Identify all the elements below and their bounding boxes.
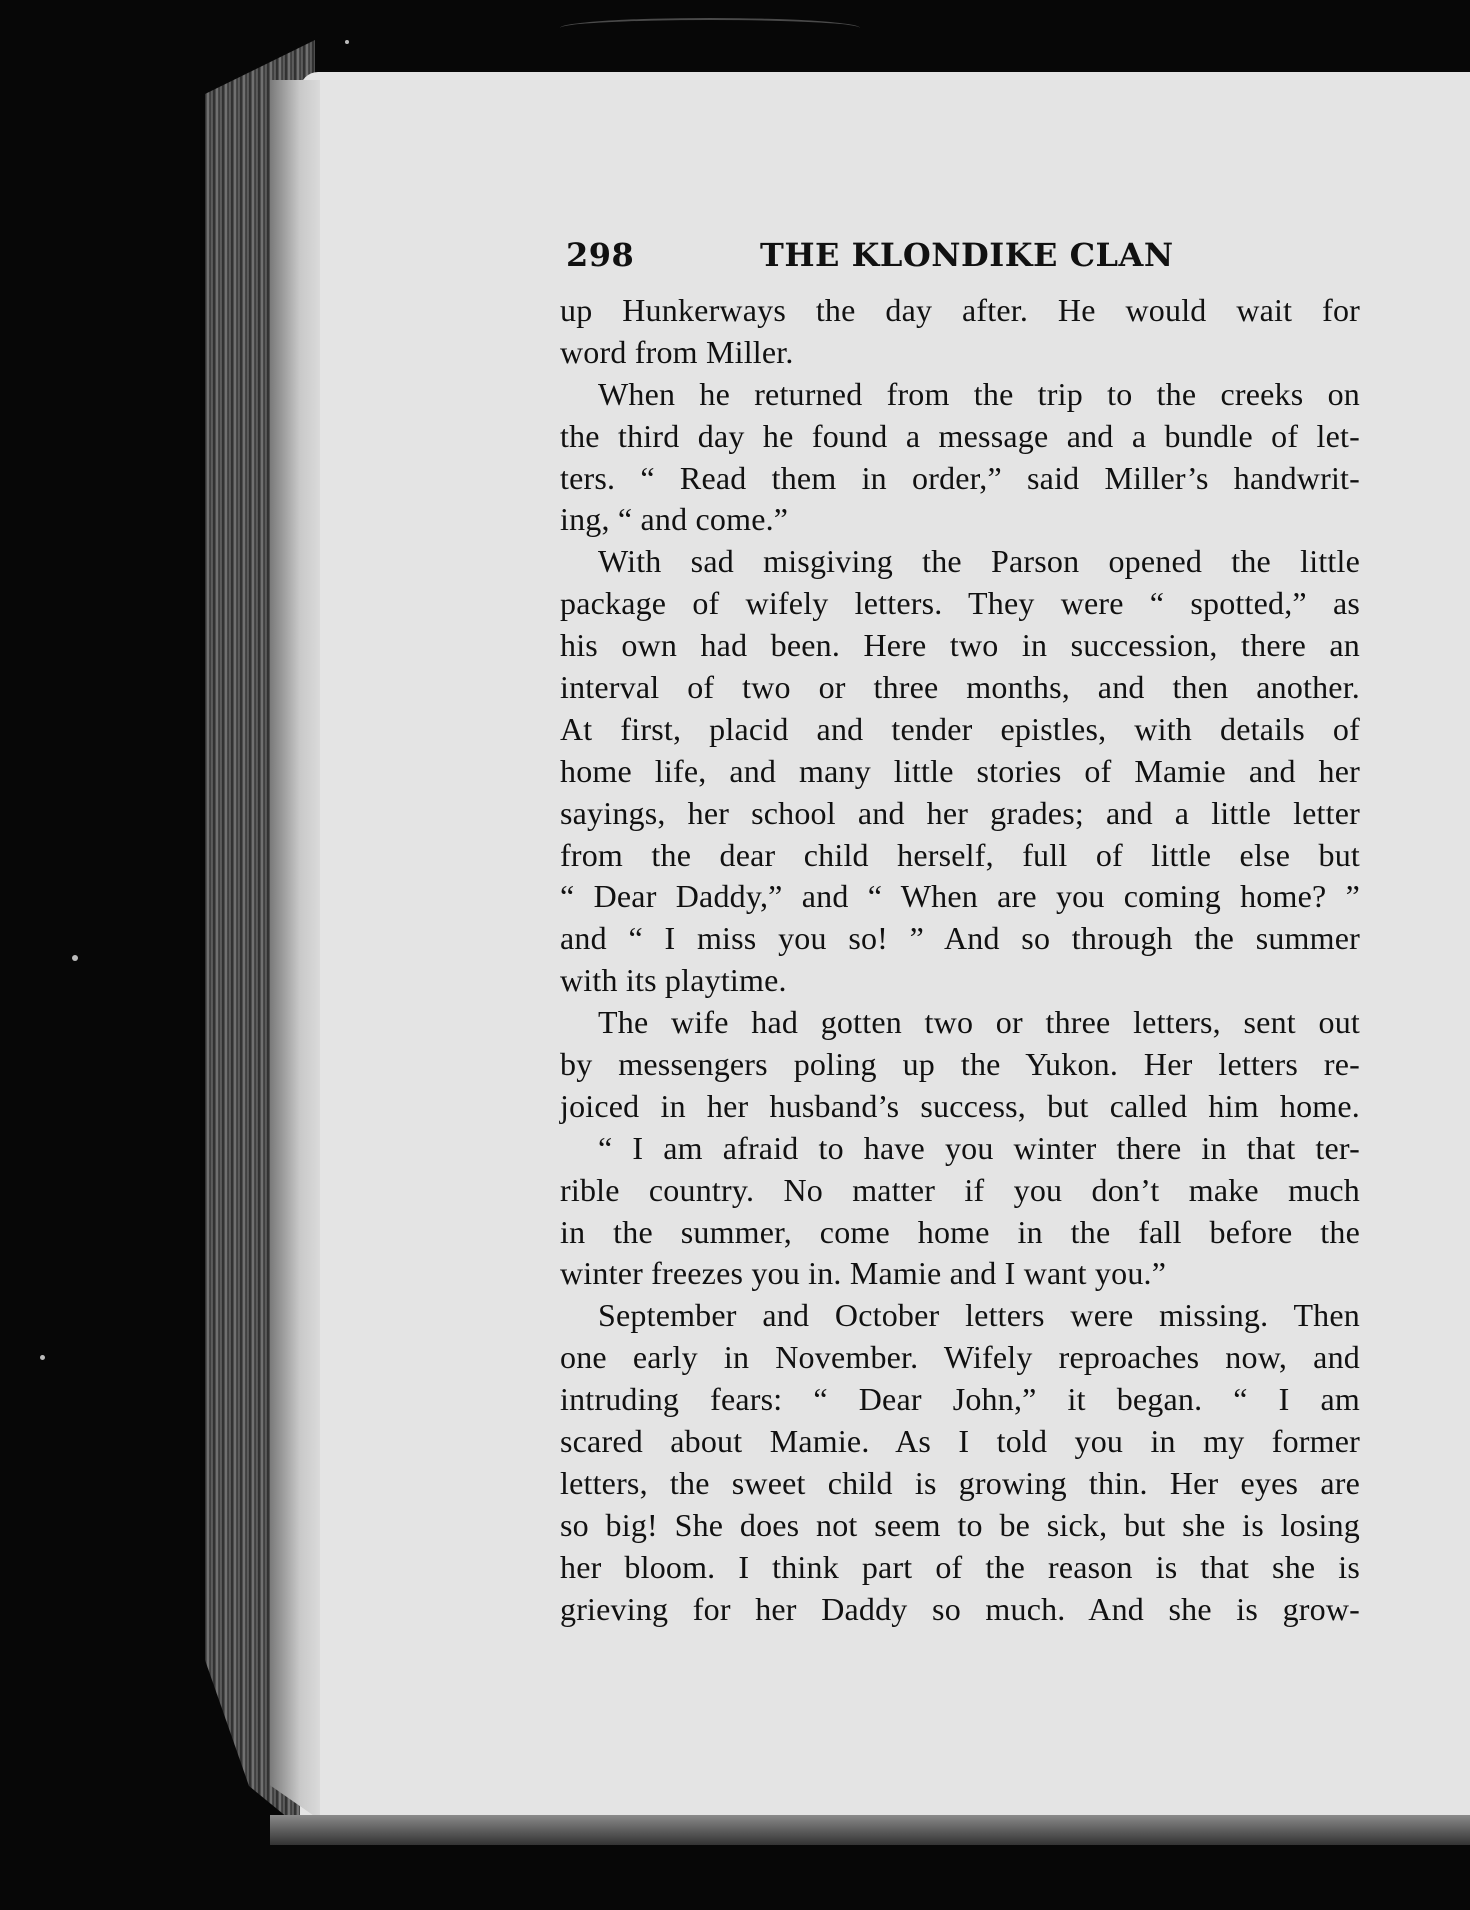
scan-speck	[40, 1355, 45, 1360]
page-number: 298	[566, 236, 635, 274]
text-line: word from Miller.	[560, 333, 794, 370]
text-line: The wife had gotten two or three letters, sent out	[598, 1004, 1360, 1041]
text-line: grieving for her Daddy so much. And she is grow-	[560, 1590, 1360, 1627]
text-line: her bloom. I think part of the reason is that she is	[560, 1548, 1360, 1585]
page-gutter	[270, 80, 320, 1820]
text-line: ters. “ Read them in order,” said Miller’s handwrit-	[560, 459, 1360, 496]
text-line: package of wifely letters. They were “ spotted,” as	[560, 585, 1360, 622]
running-title: THE KLONDIKE CLAN	[760, 236, 1174, 274]
text-line: At first, placid and tender epistles, with details of	[560, 710, 1360, 747]
text-line: “ I am afraid to have you winter there in that ter-	[598, 1129, 1360, 1166]
text-line: ing, “ and come.”	[560, 501, 789, 538]
text-line: When he returned from the trip to the creeks on	[598, 375, 1360, 412]
text-line: interval of two or three months, and then another.	[560, 669, 1360, 706]
page-text	[560, 228, 1360, 1631]
text-line: rible country. No matter if you don’t make much	[560, 1171, 1360, 1208]
text-line: one early in November. Wifely reproaches now, and	[560, 1339, 1360, 1376]
body-text	[560, 290, 1360, 1631]
text-line: so big! She does not seem to be sick, but she is losing	[560, 1506, 1360, 1543]
text-line: and “ I miss you so! ” And so through the summer	[560, 920, 1360, 957]
text-line: with its playtime.	[560, 962, 787, 999]
text-line: by messengers poling up the Yukon. Her letters re-	[560, 1046, 1360, 1083]
text-line: scared about Mamie. As I told you in my former	[560, 1423, 1360, 1460]
scan-speck	[72, 955, 78, 961]
scan-speck	[345, 40, 349, 44]
text-line: letters, the sweet child is growing thin. Her eyes are	[560, 1464, 1360, 1501]
text-line: “ Dear Daddy,” and “ When are you coming home? ”	[560, 878, 1360, 915]
text-line: home life, and many little stories of Mamie and her	[560, 752, 1360, 789]
text-line: intruding fears: “ Dear John,” it began. “ I am	[560, 1381, 1360, 1418]
text-line: With sad misgiving the Parson opened the little	[598, 543, 1360, 580]
text-line: the third day he found a message and a bundle of let-	[560, 417, 1360, 454]
text-line: sayings, her school and her grades; and a little letter	[560, 794, 1360, 831]
text-line: in the summer, come home in the fall before the	[560, 1213, 1360, 1250]
text-line: his own had been. Here two in succession, there an	[560, 627, 1360, 664]
text-line: up Hunkerways the day after. He would wait for	[560, 292, 1360, 328]
running-head	[560, 228, 1360, 280]
scan-artifact	[560, 18, 860, 38]
text-line: September and October letters were missing. Then	[598, 1297, 1360, 1334]
page-bottom-edge	[270, 1815, 1470, 1845]
text-line: from the dear child herself, full of little else but	[560, 836, 1360, 873]
text-line: winter freezes you in. Mamie and I want you.”	[560, 1255, 1167, 1292]
text-line: joiced in her husband’s success, but called him home.	[560, 1087, 1360, 1124]
